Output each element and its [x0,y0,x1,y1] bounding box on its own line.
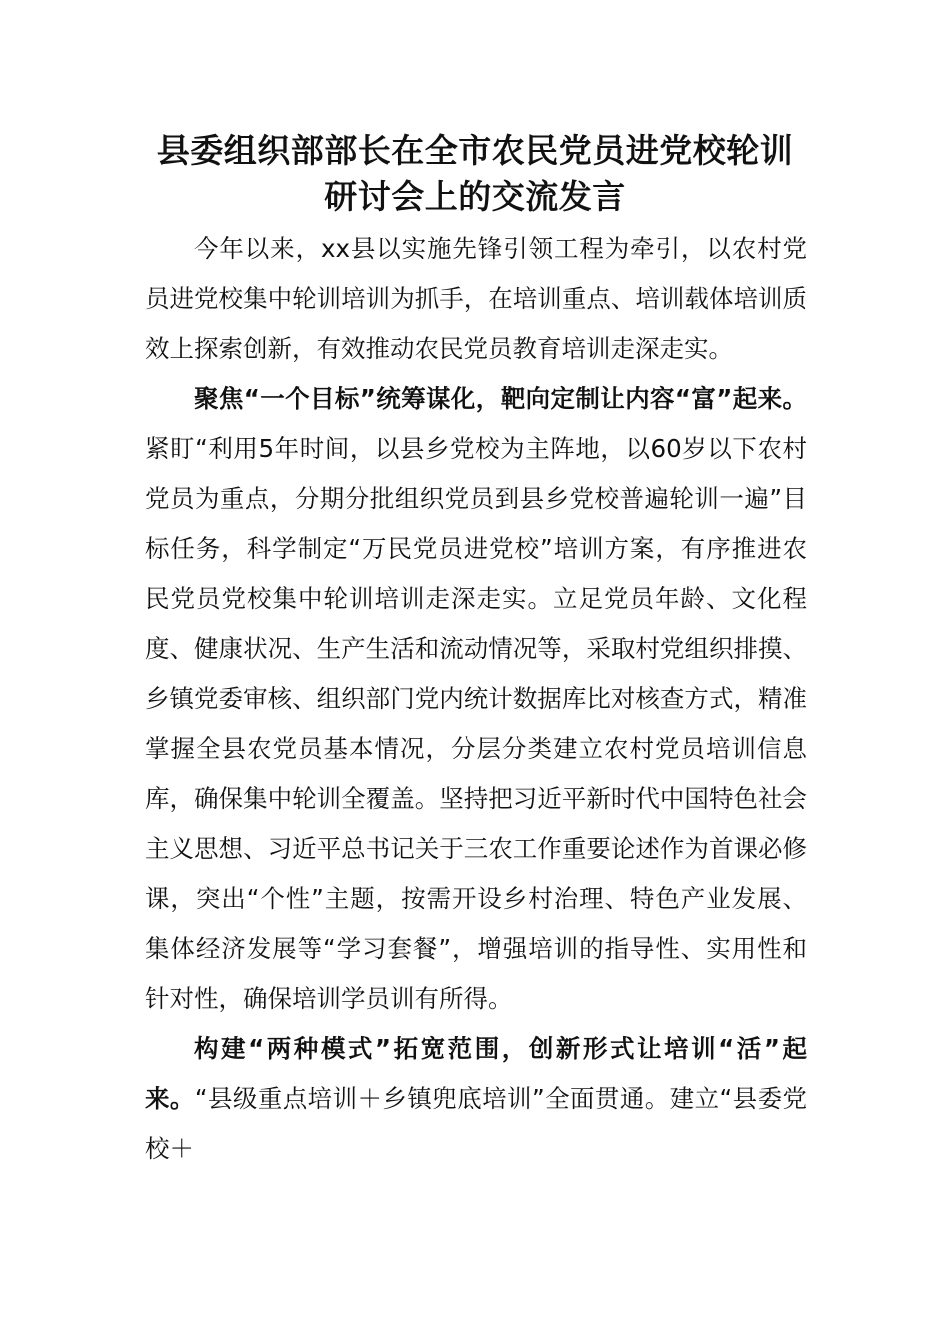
section-1-heading: 聚焦“一个目标”统筹谋化，靶向定制让内容“富”起来。 [194,384,807,413]
section-2-heading: 构建“两种模式”拓宽范围，创新形式让培训“活”起来。 [145,1034,807,1113]
intro-paragraph: 今年以来，xx县以实施先锋引领工程为牵引，以农村党员进党校集中轮训培训为抓手，在培训重点、培训载体培训质效上探索创新，有效推动农民党员教育培训走深走实。 [145,234,807,363]
section-1-paragraph [145,374,807,1024]
section-1-body: 紧盯“利用5年时间，以县乡党校为主阵地，以60岁以下农村党员为重点，分期分批组织党员到县乡党校普遍轮训一遍”目标任务，科学制定“万民党员进党校”培训方案，有序推进农民党员党校集中轮训培训走深走实。立足党员年龄、文化程度、健康状况、生产生活和流动情况等，采取村党组织排摸、乡镇党委审核、组织部门党内统计数据库比对核查方式，精准掌握全县农党员基本情况，分层分类建立农村党员培训信息库，确保集中轮训全覆盖。坚持把习近平新时代中国特色社会主义思想、习近平总书记关于三农工作重要论述作为首课必修课，突出“个性”主题，按需开设乡村治理、特色产业发展、集体经济发展等“学习套餐”，增强培训的指导性、实用性和针对性，确保培训学员训有所得。 [145,434,807,1013]
document-body [145,224,807,1174]
section-2-paragraph [145,1024,807,1174]
document-title: 县委组织部部长在全市农民党员进党校轮训研讨会上的交流发言 [156,131,794,216]
section-2-body: “县级重点培训＋乡镇兜底培训”全面贯通。建立“县委党校＋ [145,1084,808,1163]
